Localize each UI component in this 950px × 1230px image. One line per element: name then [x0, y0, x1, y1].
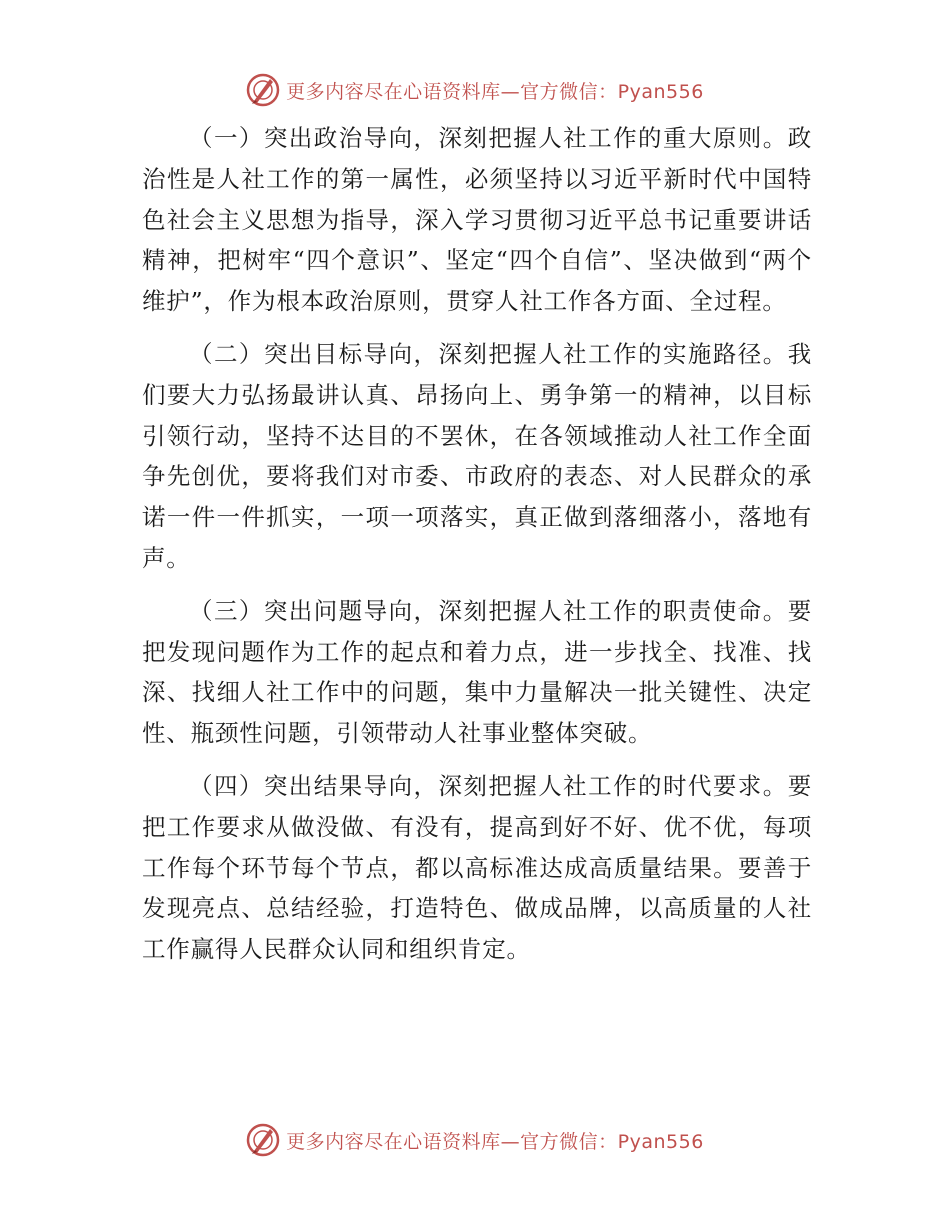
paragraph-4: （四）突出结果导向，深刻把握人社工作的时代要求。要把工作要求从做没做、有没有，提高到好不好、优不优，每项工作每个环节每个节点，都以高标准达成高质量结果。要善于发现亮点、总结经验，打造特色、做成品牌，以高质量的人社工作赢得人民群众认同和组织肯定。: [142, 771, 812, 964]
watermark-text: 更多内容尽在心语资料库—官方微信：Pyan556: [286, 1130, 704, 1153]
paragraph-1: （一）突出政治导向，深刻把握人社工作的重大原则。政治性是人社工作的第一属性，必须坚持以习近平新时代中国特色社会主义思想为指导，深入学习贯彻习近平总书记重要讲话精神，把树牢“四个意识”、坚定“四个自信”、坚决做到“两个维护”，作为根本政治原则，贯穿人社工作各方面、全过程。: [142, 124, 812, 316]
paragraph-3: （三）突出问题导向，深刻把握人社工作的职责使命。要把发现问题作为工作的起点和着力点，进一步找全、找准、找深、找细人社工作中的问题，集中力量解决一批关键性、决定性、瓶颈性问题，引领带动人社事业整体突破。: [142, 596, 812, 748]
watermark-text: 更多内容尽在心语资料库—官方微信：Pyan556: [286, 80, 704, 103]
quill-pen-logo-icon: [246, 1123, 280, 1157]
paragraph-2: （二）突出目标导向，深刻把握人社工作的实施路径。我们要大力弘扬最讲认真、昂扬向上、勇争第一的精神，以目标引领行动，坚持不达目的不罢休，在各领域推动人社工作全面争先创优，要将我们对市委、市政府的表态、对人民群众的承诺一件一件抓实，一项一项落实，真正做到落细落小，落地有声。: [142, 339, 812, 572]
quill-pen-logo-icon: [246, 73, 280, 107]
footer-watermark-banner: [0, 1120, 950, 1160]
header-watermark-banner: [0, 70, 950, 110]
document-body: [142, 118, 812, 982]
